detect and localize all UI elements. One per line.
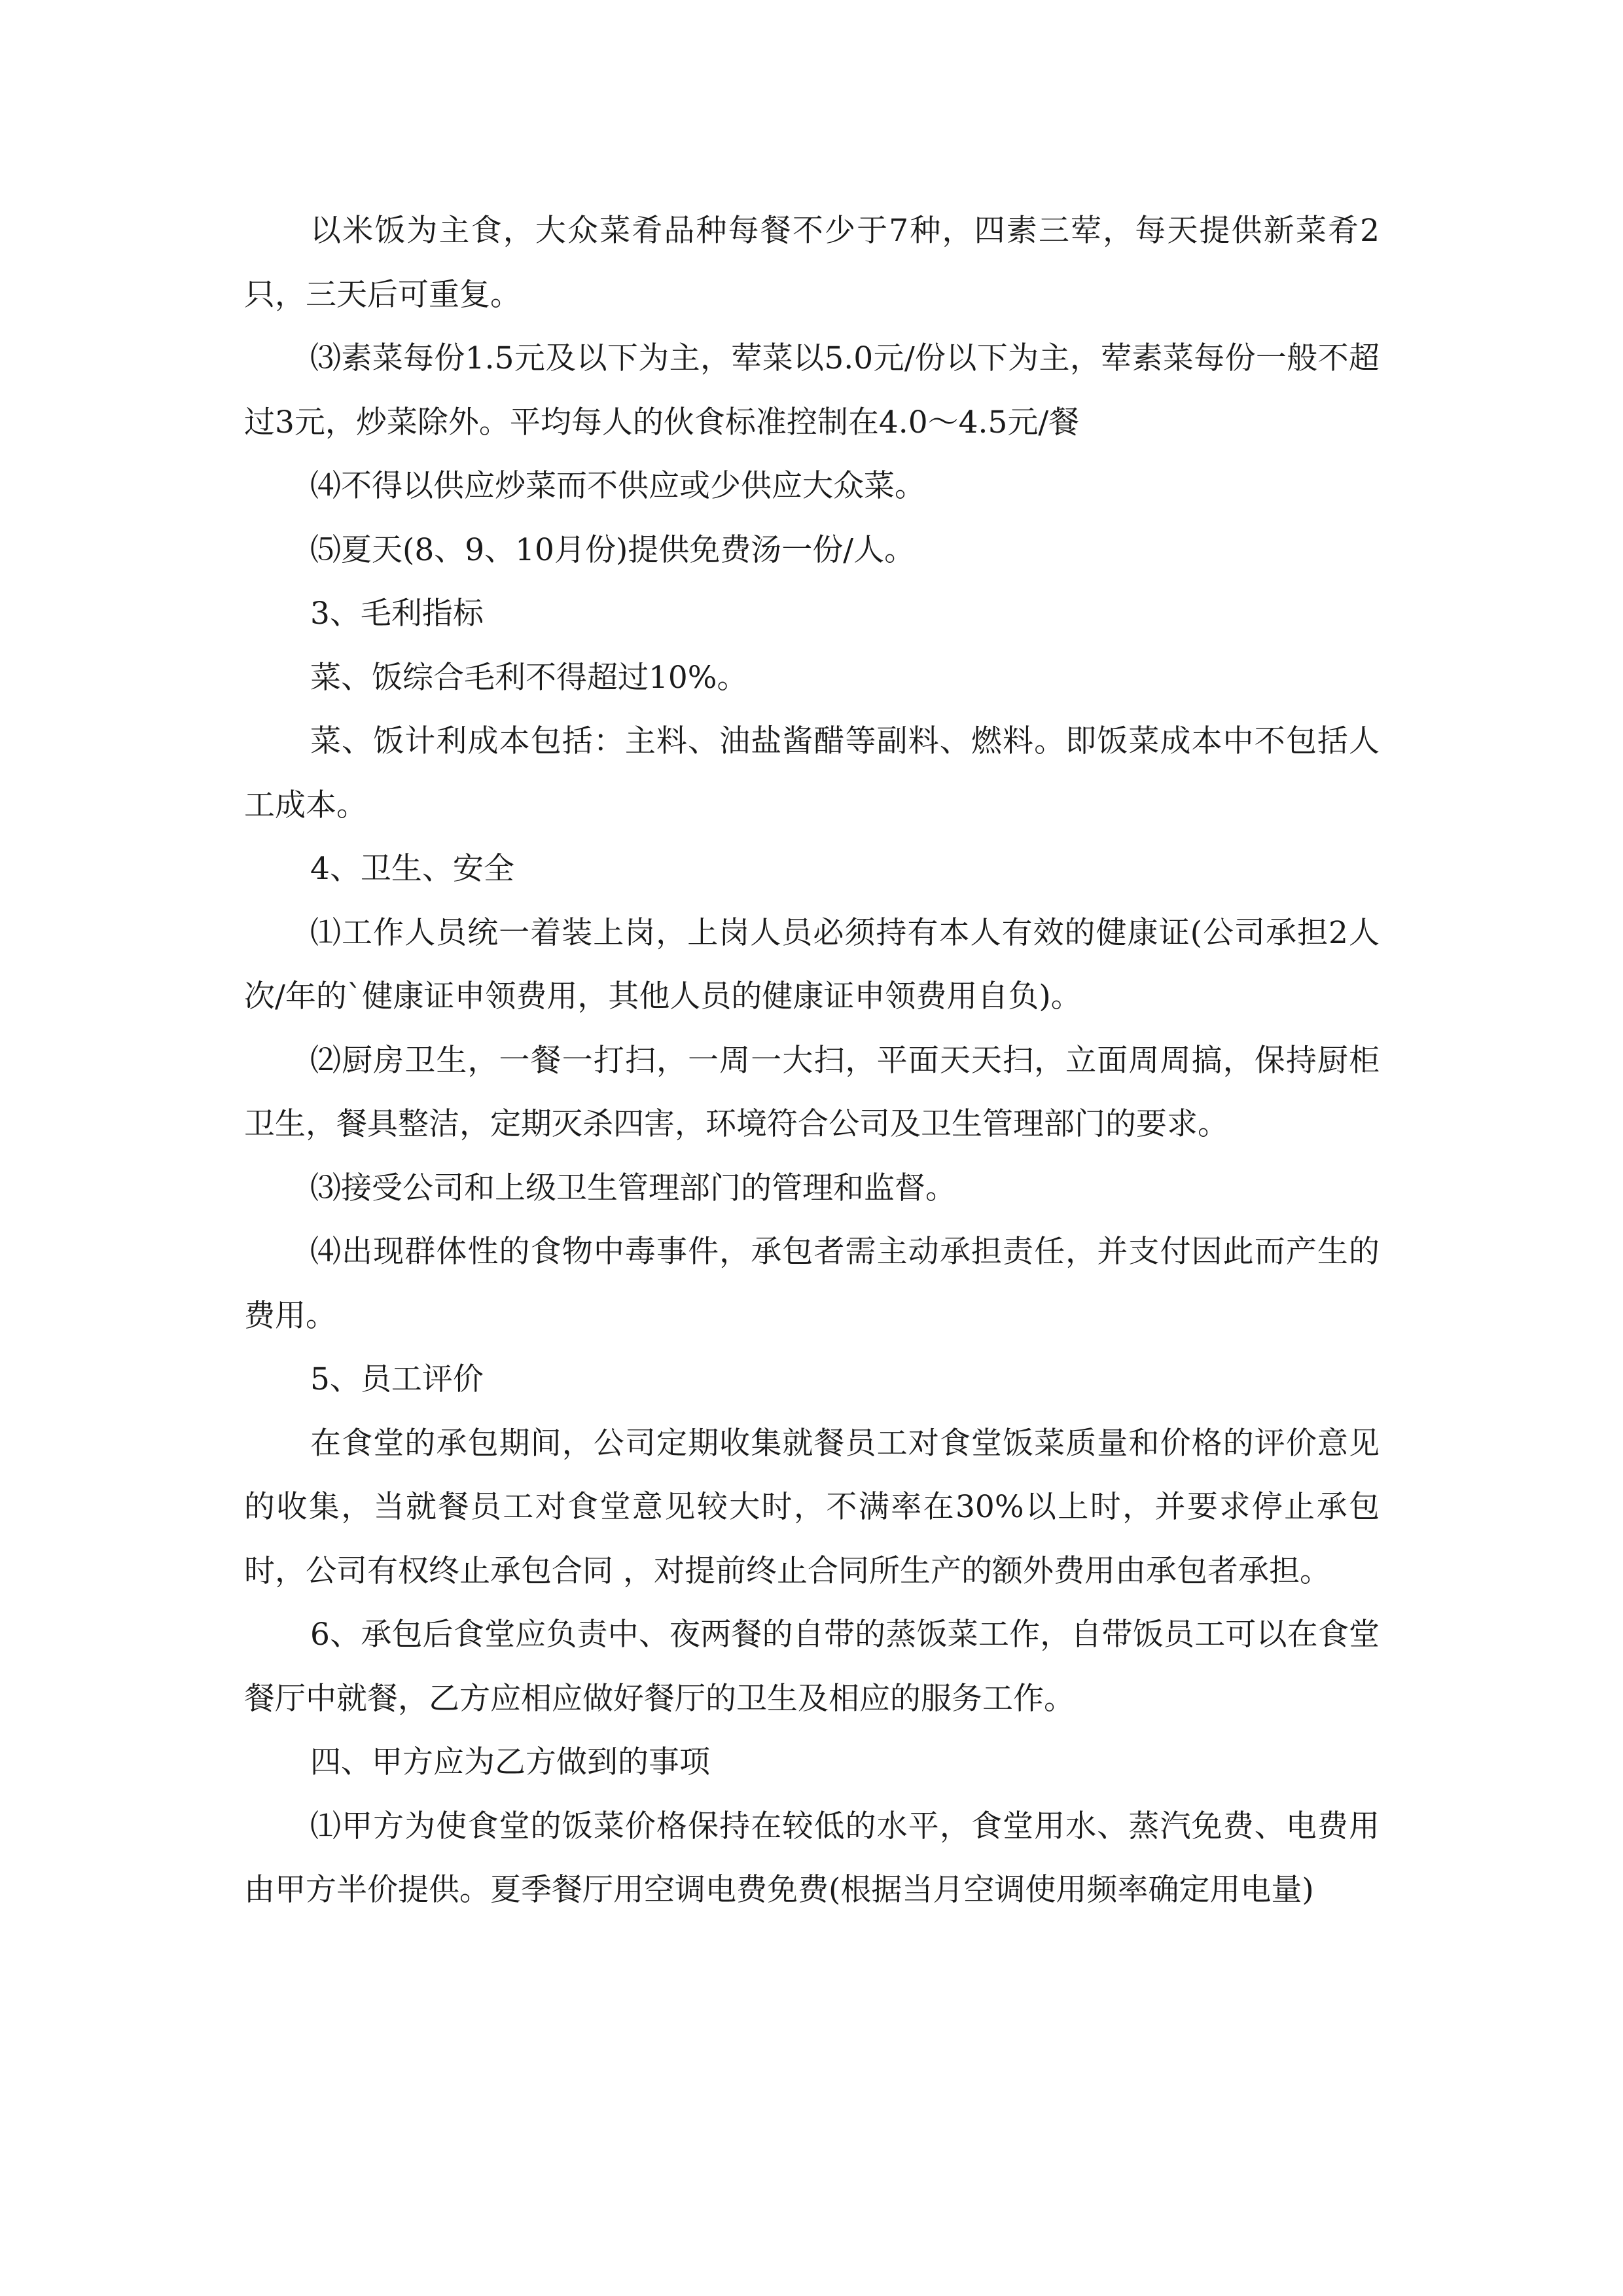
paragraph: ⑶接受公司和上级卫生管理部门的管理和监督。 <box>310 1170 956 1206</box>
paragraph: 以米饭为主食，大众菜肴品种每餐不少于7种，四素三荤，每天提供新菜肴2只，三天后可重复。 <box>244 213 1380 313</box>
paragraph: 菜、饭综合毛利不得超过10%。 <box>310 659 748 696</box>
section-heading: 3、毛利指标 <box>310 596 484 632</box>
paragraph: 在食堂的承包期间，公司定期收集就餐员工对食堂饭菜质量和价格的评价意见的收集，当就餐员工对食堂意见较大时，不满率在30%以上时，并要求停止承包时，公司有权终止承包合同 ，对提前终止合同所生产的额外费用由承包者承担。 <box>244 1425 1380 1589</box>
paragraph: ⑷出现群体性的食物中毒事件，承包者需主动承担责任，并支付因此而产生的费用。 <box>244 1234 1380 1334</box>
paragraph: 菜、饭计利成本包括：主料、油盐酱醋等副料、燃料。即饭菜成本中不包括人工成本。 <box>244 723 1380 823</box>
paragraph: ⑴甲方为使食堂的饭菜价格保持在较低的水平，食堂用水、蒸汽免费、电费用由甲方半价提供。夏季餐厅用空调电费免费(根据当月空调使用频率确定用电量) <box>244 1808 1380 1908</box>
paragraph: ⑸夏天(8、9、10月份)提供免费汤一份/人。 <box>310 531 916 568</box>
section-heading: 4、卫生、安全 <box>310 851 514 887</box>
document-body <box>244 199 1380 1922</box>
paragraph: ⑵厨房卫生，一餐一打扫，一周一大扫，平面天天扫，立面周周搞，保持厨柜卫生，餐具整洁，定期灭杀四害，环境符合公司及卫生管理部门的要求。 <box>244 1042 1380 1142</box>
paragraph: ⑴工作人员统一着装上岗，上岗人员必须持有本人有效的健康证(公司承担2人次/年的`健康证申领费用，其他人员的健康证申领费用自负)。 <box>244 914 1380 1014</box>
paragraph: 6、承包后食堂应负责中、夜两餐的自带的蒸饭菜工作，自带饭员工可以在食堂餐厅中就餐，乙方应相应做好餐厅的卫生及相应的服务工作。 <box>244 1617 1380 1717</box>
paragraph: ⑶素菜每份1.5元及以下为主，荤菜以5.0元/份以下为主，荤素菜每份一般不超过3元，炒菜除外。平均每人的伙食标准控制在4.0～4.5元/餐 <box>244 340 1380 440</box>
section-heading: 5、员工评价 <box>310 1361 484 1397</box>
paragraph: ⑷不得以供应炒菜而不供应或少供应大众菜。 <box>310 468 925 504</box>
section-heading: 四、甲方应为乙方做到的事项 <box>310 1744 710 1780</box>
